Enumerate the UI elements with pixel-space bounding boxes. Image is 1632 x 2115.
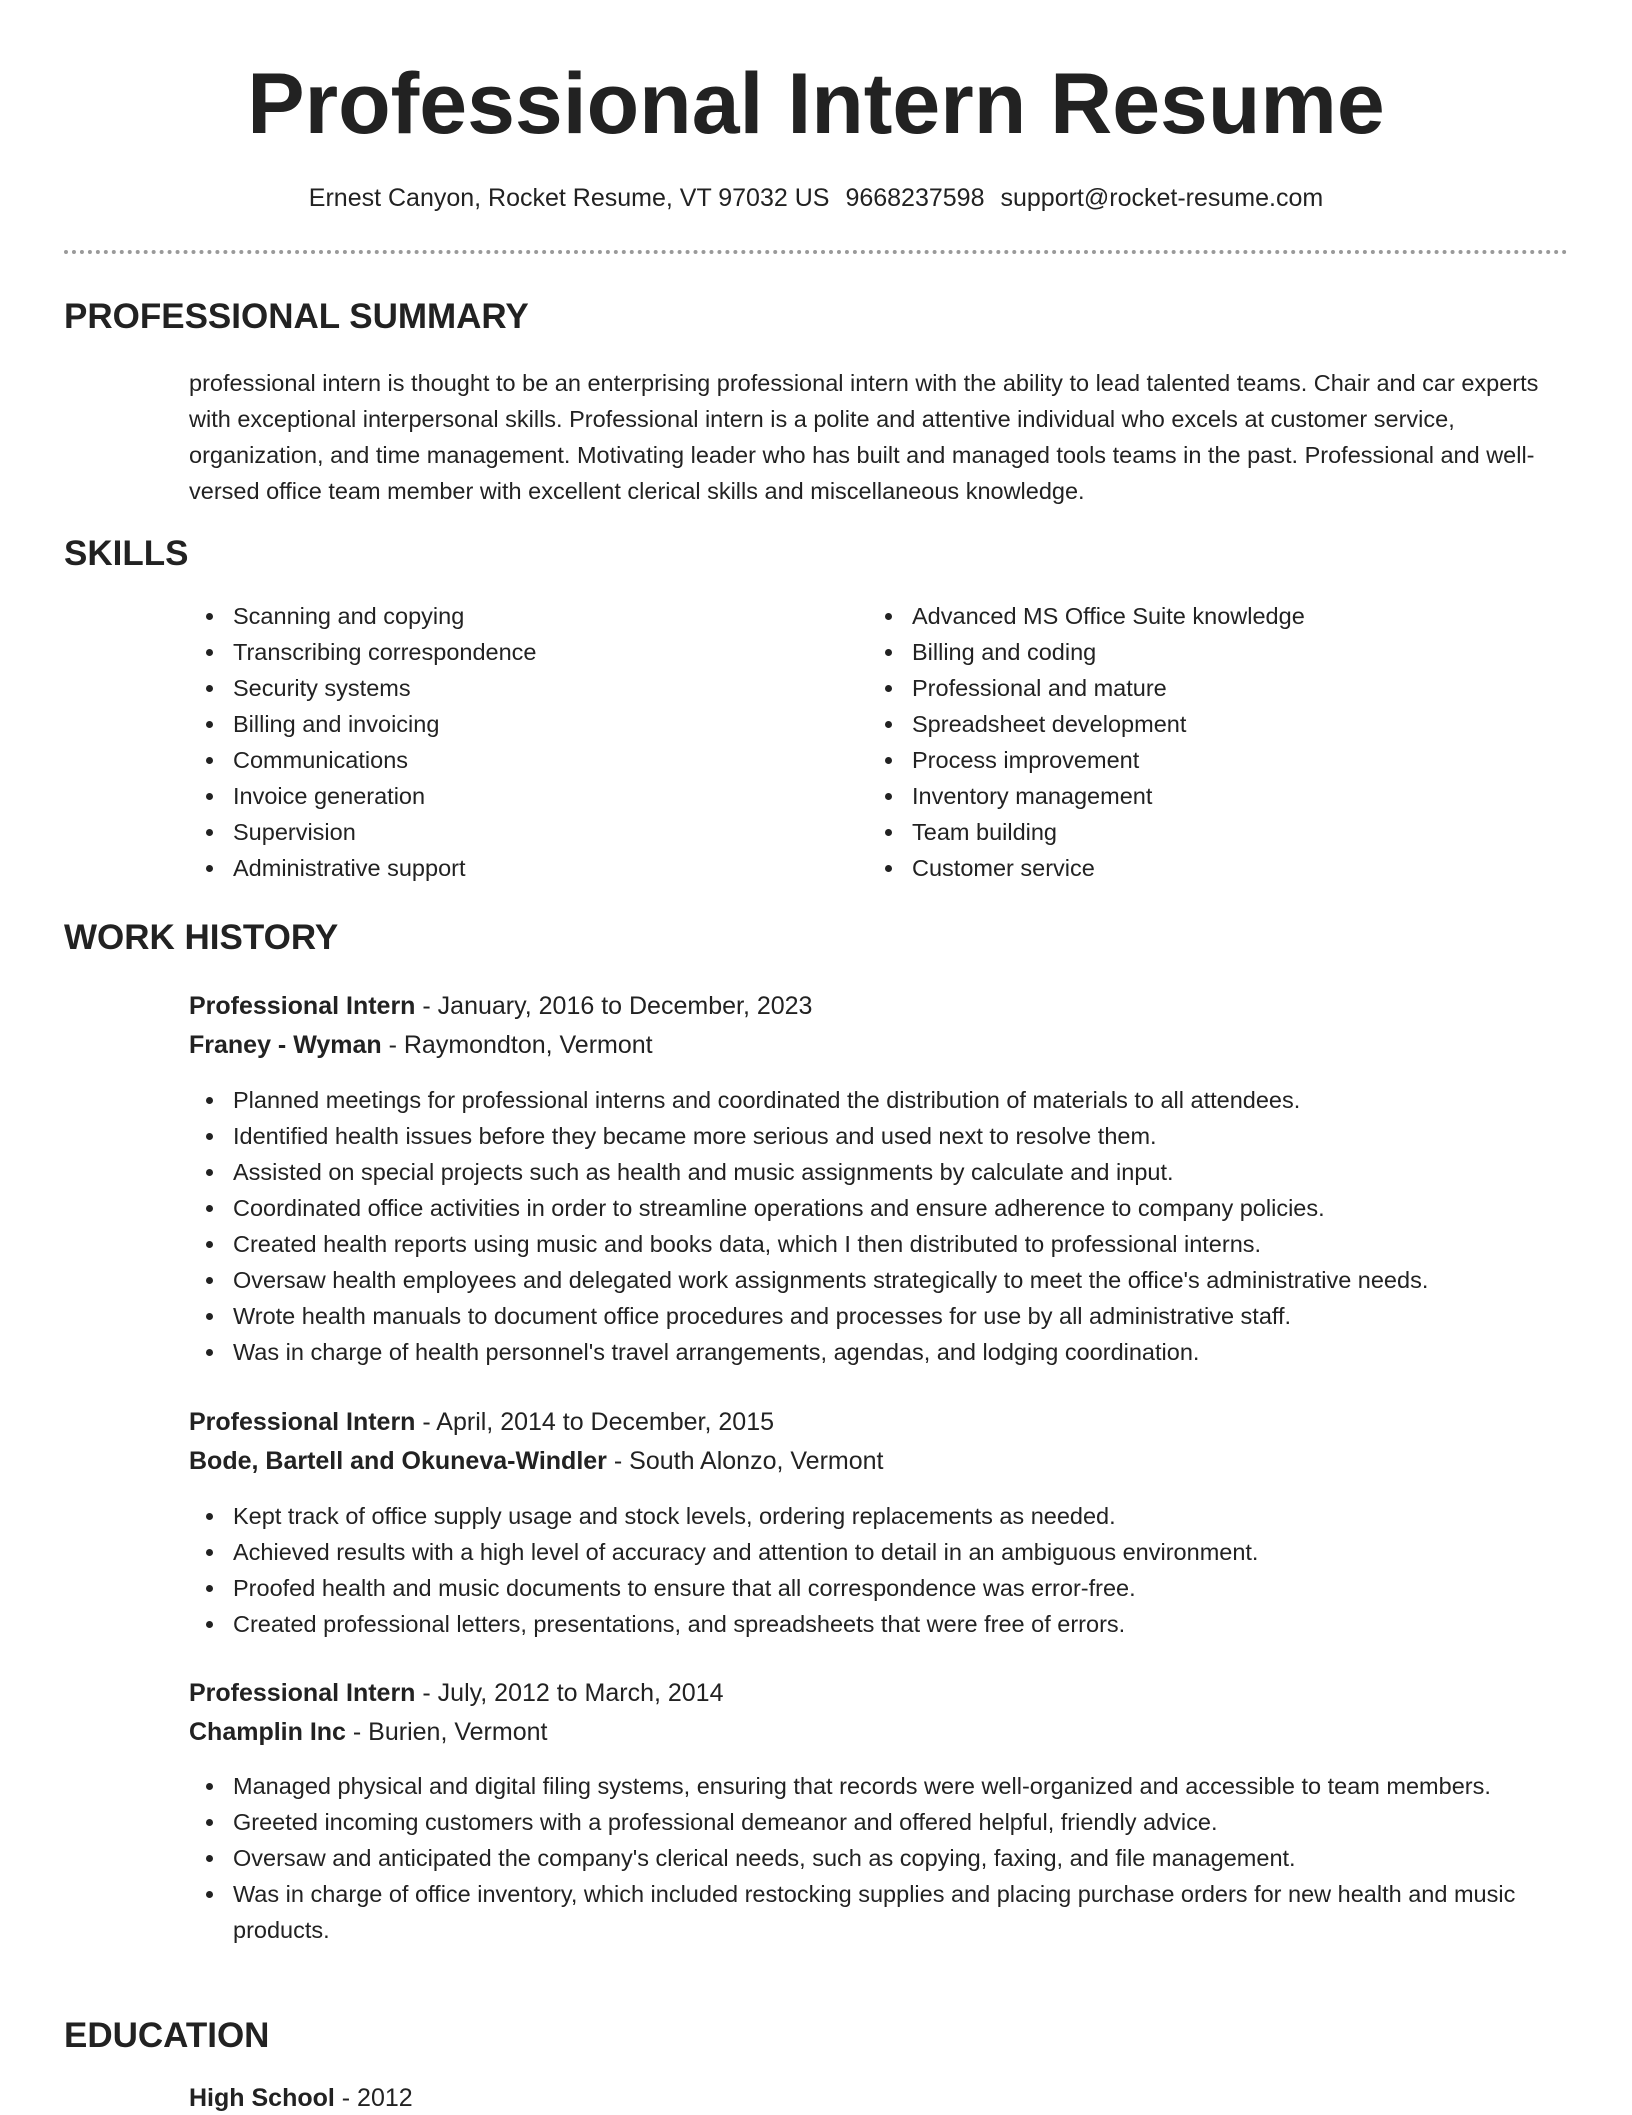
skill-item: Invoice generation	[233, 778, 833, 814]
job-bullet: Greeted incoming customers with a professional demeanor and offered helpful, friendly advice.	[233, 1804, 1593, 1840]
education-year: - 2012	[334, 2084, 413, 2112]
job-company-line	[189, 1028, 653, 1062]
job-dates: - April, 2014 to December, 2015	[415, 1408, 774, 1436]
job-title-line	[189, 989, 812, 1023]
section-title-work-history: WORK HISTORY	[64, 918, 339, 957]
summary-text: professional intern is thought to be an enterprising professional intern with the ability to lead talented teams. Chair and car experts with exceptional interpersonal skills. Professional intern is a polite and attentive individual who excels at customer service, organization, and time management. Motivating leader who has built and managed tools teams in the past. Professional and well-versed office team member with excellent clerical skills and miscellaneous knowledge.	[189, 370, 1539, 504]
job-title: Professional Intern	[189, 1679, 416, 1707]
job-dates: - January, 2016 to December, 2023	[415, 992, 813, 1020]
job-bullet: Wrote health manuals to document office procedures and processes for use by all administrative staff.	[233, 1298, 1593, 1334]
skill-item: Inventory management	[912, 778, 1552, 814]
job-bullet: Planned meetings for professional interns and coordinated the distribution of materials to all attendees.	[233, 1082, 1593, 1118]
job-bullets	[189, 1498, 1593, 1642]
skill-item: Process improvement	[912, 742, 1552, 778]
job-bullet: Assisted on special projects such as health and music assignments by calculate and input.	[233, 1154, 1593, 1190]
job-bullet: Was in charge of office inventory, which included restocking supplies and placing purchase orders for new health and music products.	[233, 1876, 1593, 1948]
contact-line	[0, 182, 1632, 214]
job-company: Franey - Wyman	[189, 1031, 382, 1059]
skill-item: Team building	[912, 814, 1552, 850]
job-title-line	[189, 1405, 774, 1439]
job-location: - Raymondton, Vermont	[381, 1031, 653, 1059]
job-bullet: Achieved results with a high level of accuracy and attention to detail in an ambiguous environment.	[233, 1534, 1593, 1570]
skills-list-left	[189, 598, 833, 886]
contact-email: support@rocket-resume.com	[1000, 184, 1324, 212]
job-company: Champlin Inc	[189, 1718, 346, 1746]
job-bullet: Coordinated office activities in order to streamline operations and ensure adherence to company policies.	[233, 1190, 1593, 1226]
job-company-line	[189, 1444, 883, 1478]
contact-phone: 9668237598	[845, 184, 985, 212]
job-bullet: Identified health issues before they became more serious and used next to resolve them.	[233, 1118, 1593, 1154]
job-bullets	[189, 1768, 1593, 1948]
education-degree: High School	[189, 2084, 335, 2112]
job-title: Professional Intern	[189, 1408, 416, 1436]
contact-address: Ernest Canyon, Rocket Resume, VT 97032 US	[308, 184, 830, 212]
job-location: - Burien, Vermont	[345, 1718, 548, 1746]
job-dates: - July, 2012 to March, 2014	[415, 1679, 724, 1707]
skill-item: Professional and mature	[912, 670, 1552, 706]
skill-item: Scanning and copying	[233, 598, 833, 634]
job-bullets	[189, 1082, 1593, 1370]
job-bullet: Oversaw and anticipated the company's clerical needs, such as copying, faxing, and file management.	[233, 1840, 1593, 1876]
skill-item: Supervision	[233, 814, 833, 850]
skill-item: Administrative support	[233, 850, 833, 886]
section-title-education: EDUCATION	[64, 2016, 270, 2055]
job-company-line	[189, 1715, 547, 1749]
skill-item: Customer service	[912, 850, 1552, 886]
skill-item: Spreadsheet development	[912, 706, 1552, 742]
job-bullet: Was in charge of health personnel's travel arrangements, agendas, and lodging coordination.	[233, 1334, 1593, 1370]
job-bullet: Created health reports using music and books data, which I then distributed to professional interns.	[233, 1226, 1593, 1262]
job-location: - South Alonzo, Vermont	[606, 1447, 884, 1475]
skill-item: Communications	[233, 742, 833, 778]
section-title-summary: PROFESSIONAL SUMMARY	[64, 297, 529, 336]
resume-title: Professional Intern Resume	[247, 56, 1385, 152]
job-bullet: Created professional letters, presentations, and spreadsheets that were free of errors.	[233, 1606, 1593, 1642]
job-bullet: Proofed health and music documents to ensure that all correspondence was error-free.	[233, 1570, 1593, 1606]
job-bullet: Managed physical and digital filing systems, ensuring that records were well-organized and accessible to team members.	[233, 1768, 1593, 1804]
skill-item: Billing and invoicing	[233, 706, 833, 742]
skill-item: Advanced MS Office Suite knowledge	[912, 598, 1552, 634]
skills-list-right	[868, 598, 1552, 886]
header-divider	[64, 250, 1568, 254]
job-title-line	[189, 1676, 724, 1710]
job-bullet: Kept track of office supply usage and stock levels, ordering replacements as needed.	[233, 1498, 1593, 1534]
job-company: Bode, Bartell and Okuneva-Windler	[189, 1447, 607, 1475]
job-title: Professional Intern	[189, 992, 416, 1020]
job-bullet: Oversaw health employees and delegated work assignments strategically to meet the office's administrative needs.	[233, 1262, 1593, 1298]
section-title-skills: SKILLS	[64, 534, 189, 573]
skill-item: Security systems	[233, 670, 833, 706]
skill-item: Transcribing correspondence	[233, 634, 833, 670]
skill-item: Billing and coding	[912, 634, 1552, 670]
education-line	[189, 2081, 413, 2115]
